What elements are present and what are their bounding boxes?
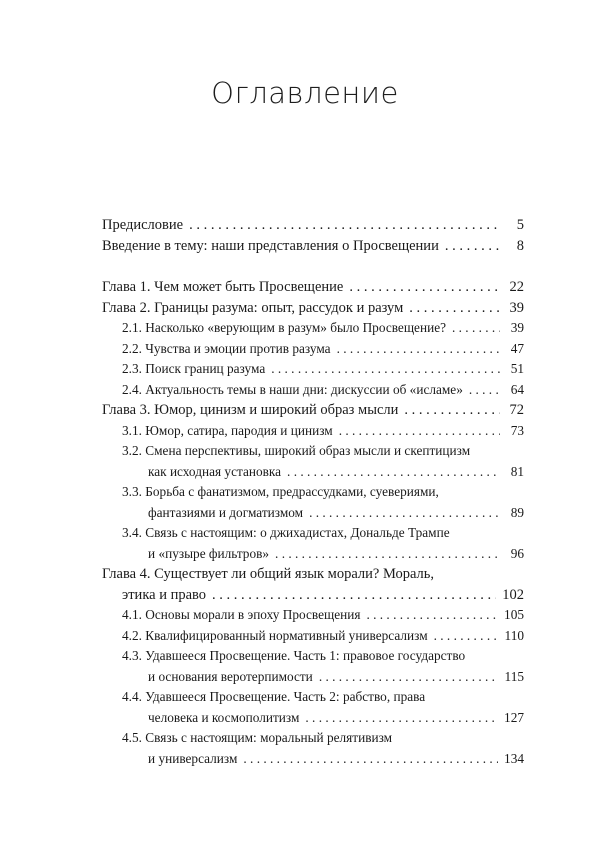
toc-entry-label: 4.2. Квалифицированный нормативный универсализм — [122, 627, 428, 643]
toc-entry-page: 127 — [504, 709, 524, 725]
toc-entry-label: как исходная установка — [148, 463, 282, 479]
toc-entry-page: 102 — [502, 586, 524, 603]
dot-leader — [271, 359, 500, 380]
toc-entry-label: 4.1. Основы морали в эпоху Просвещения — [122, 607, 361, 622]
toc-entry-page: 8 — [516, 237, 524, 254]
toc-entry-page: 115 — [504, 668, 524, 684]
toc-entry-label: и «пузыре фильтров» — [148, 545, 270, 561]
toc-entry-page: 72 — [509, 402, 524, 418]
toc-entry-label: 2.4. Актуальность темы в наши дни: дискуссии об «исламе» — [122, 381, 463, 397]
toc-entry-page: 39 — [510, 320, 524, 335]
toc-entry-page: 73 — [510, 422, 524, 438]
dot-leader — [287, 462, 500, 483]
toc-entry-label: фантазиями и догматизмом — [148, 504, 304, 520]
dot-leader — [275, 544, 500, 565]
dot-leader — [339, 421, 500, 442]
toc-entry-page: 134 — [504, 750, 524, 766]
toc-entry-3-2[interactable] — [102, 441, 524, 482]
toc-entry-label: Предисловие — [102, 217, 184, 233]
toc-entry-label: и универсализм — [148, 750, 238, 766]
toc-entry-2-4[interactable] — [102, 380, 524, 401]
toc-entry-page: 89 — [510, 504, 524, 520]
toc-entry-chapter-1[interactable] — [102, 277, 524, 298]
toc-entry-page: 22 — [509, 279, 524, 295]
toc-entry-line: 4.4. Удавшееся Просвещение. Часть 2: рабство, права — [122, 689, 426, 704]
dot-leader — [349, 277, 500, 298]
toc-entry-label: этика и право — [122, 586, 207, 603]
toc-entry-label: 2.1. Насколько «верующим в разум» было Просвещение? — [122, 320, 446, 335]
dot-leader — [366, 605, 498, 626]
toc-entry-chapter-4[interactable] — [102, 564, 524, 605]
toc-entry-3-1[interactable] — [102, 421, 524, 442]
toc-entry-2-2[interactable] — [102, 339, 524, 360]
toc-entry-label: 3.1. Юмор, сатира, пародия и цинизм — [122, 422, 333, 438]
toc-entry-label: 2.2. Чувства и эмоции против разума — [122, 340, 331, 356]
toc-entry-line: 3.2. Смена перспективы, широкий образ мысли и скептицизм — [122, 443, 471, 458]
toc-entry-line: 3.4. Связь с настоящим: о джихадистах, Дональде Трампе — [122, 525, 450, 540]
dot-leader — [409, 298, 500, 319]
toc-entry-4-4[interactable] — [102, 687, 524, 728]
toc-entry-page: 5 — [516, 217, 524, 233]
toc-entry-4-5[interactable] — [102, 728, 524, 769]
dot-leader — [445, 236, 500, 257]
toc-entry-intro[interactable] — [102, 236, 524, 257]
toc-entry-line: 4.5. Связь с настоящим: моральный релятивизм — [122, 730, 393, 745]
toc-entry-page: 64 — [510, 381, 524, 397]
toc-entry-page: 110 — [504, 627, 524, 643]
toc-entry-label: 2.3. Поиск границ разума — [122, 361, 266, 376]
dot-leader — [243, 749, 498, 770]
toc-entry-chapter-2[interactable] — [102, 298, 524, 319]
toc-entry-3-3[interactable] — [102, 482, 524, 523]
toc-entry-page: 81 — [510, 463, 524, 479]
toc-entry-4-3[interactable] — [102, 646, 524, 687]
dot-leader — [309, 503, 500, 524]
toc-entry-4-1[interactable] — [102, 605, 524, 626]
toc-entry-label: и основания веротерпимости — [148, 668, 313, 684]
toc-entry-page: 47 — [510, 340, 524, 356]
dot-leader — [212, 585, 496, 606]
dot-leader — [469, 380, 500, 401]
toc-entry-label: человека и космополитизм — [148, 709, 300, 725]
dot-leader — [434, 626, 499, 647]
toc-entry-label: Глава 1. Чем может быть Просвещение — [102, 279, 344, 295]
dot-leader — [452, 318, 500, 339]
section-gap — [102, 256, 524, 277]
toc-entry-label: Введение в тему: наши представления о Просвещении — [102, 237, 439, 254]
toc-entry-3-4[interactable] — [102, 523, 524, 564]
toc-entry-chapter-3[interactable] — [102, 400, 524, 421]
toc-entry-line: 4.3. Удавшееся Просвещение. Часть 1: правовое государство — [122, 648, 466, 663]
dot-leader — [189, 215, 500, 236]
toc-entry-page: 39 — [509, 299, 524, 316]
toc-entry-2-3[interactable] — [102, 359, 524, 380]
toc-entry-page: 96 — [510, 545, 524, 561]
toc-entry-4-2[interactable] — [102, 626, 524, 647]
table-of-contents — [102, 215, 524, 769]
dot-leader — [319, 667, 499, 688]
toc-entry-page: 105 — [504, 607, 524, 622]
dot-leader — [337, 339, 500, 360]
toc-entry-label: Глава 2. Границы разума: опыт, рассудок и разум — [102, 299, 404, 316]
dot-leader — [305, 708, 498, 729]
toc-entry-label: Глава 3. Юмор, цинизм и широкий образ мысли — [102, 402, 399, 418]
toc-entry-2-1[interactable] — [102, 318, 524, 339]
page-title: Оглавление — [211, 76, 399, 110]
dot-leader — [404, 400, 500, 421]
toc-entry-page: 51 — [510, 361, 524, 376]
toc-entry-preface[interactable] — [102, 215, 524, 236]
toc-entry-line: 3.3. Борьба с фанатизмом, предрассудками, суевериями, — [122, 484, 439, 499]
toc-entry-line: Глава 4. Существует ли общий язык морали? Мораль, — [102, 566, 435, 582]
